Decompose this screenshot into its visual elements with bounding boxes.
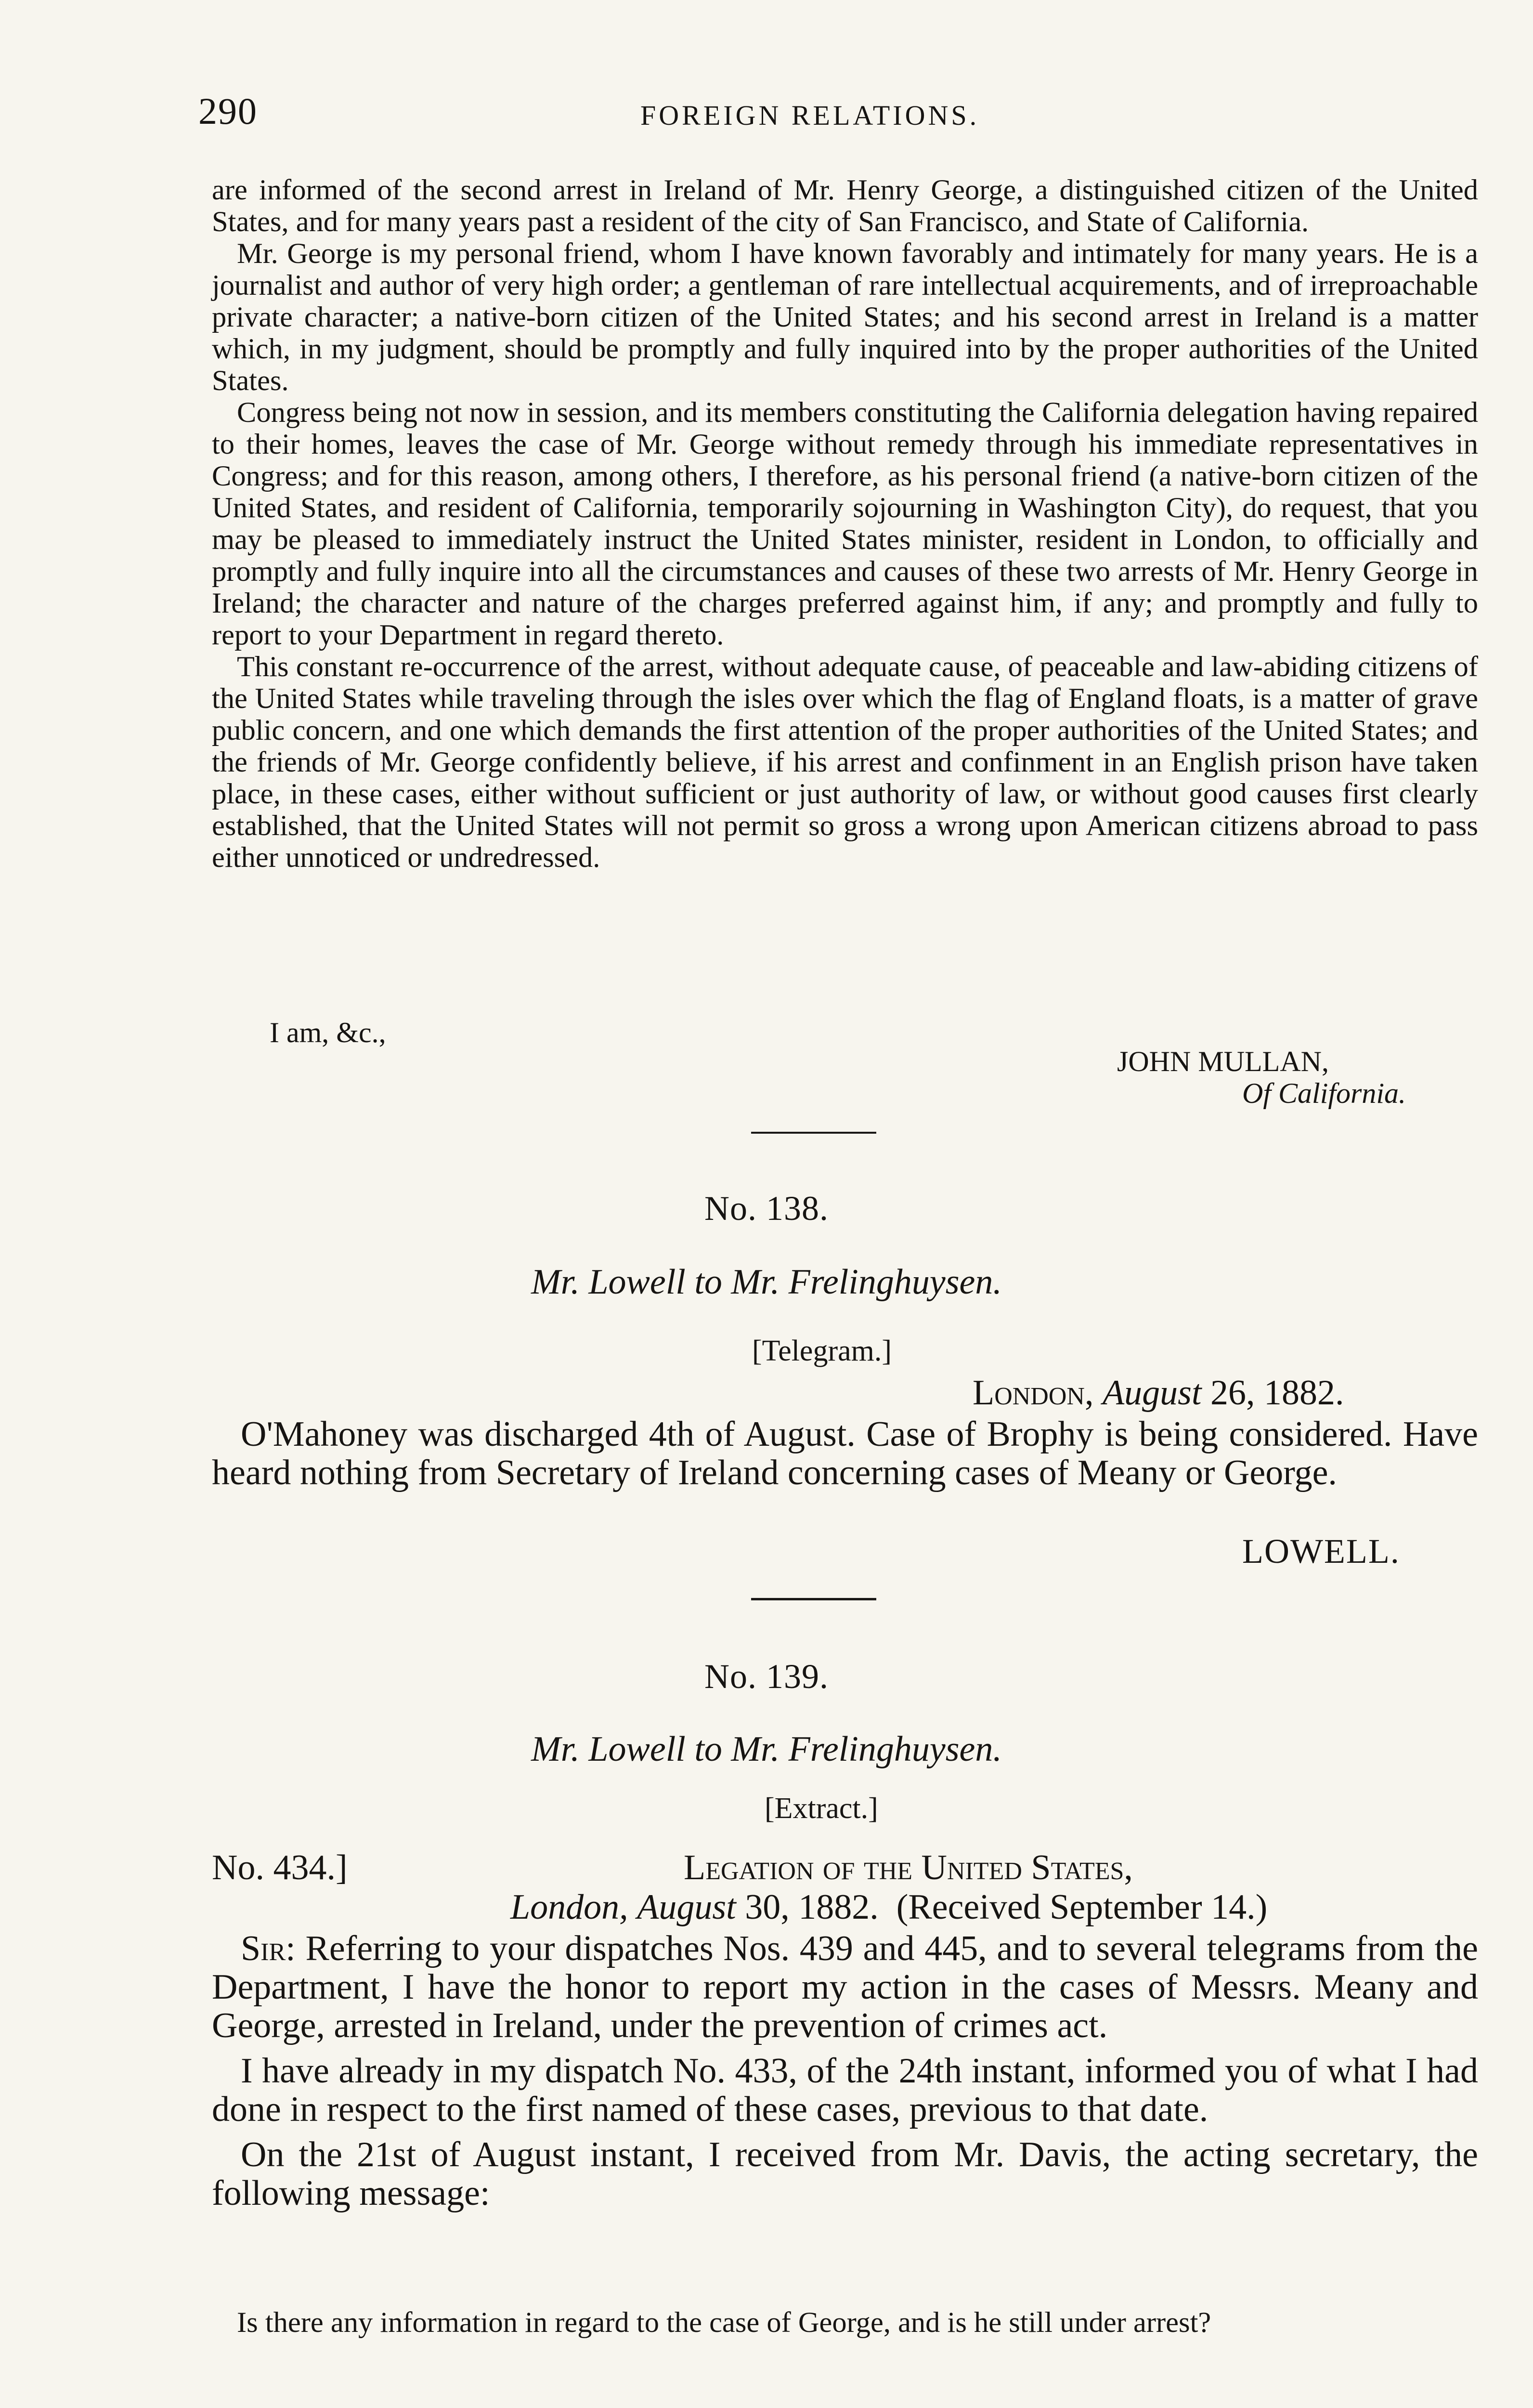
doc-139-kind: [Extract.] bbox=[765, 1792, 878, 1825]
dispatch-paragraph: Sir: Referring to your dispatches Nos. 439 and 445, and to several telegrams from the Department, I have the honor to report my action in the cases of Messrs. Meany and George, arrested in Ireland, under the prevention of crimes act. bbox=[212, 1929, 1478, 2045]
doc-139-subject: Mr. Lowell to Mr. Frelinghuysen. bbox=[531, 1729, 1002, 1769]
letter-closing: I am, &c., bbox=[270, 1017, 386, 1048]
doc-139-body bbox=[212, 1929, 1478, 2212]
salutation: Sir: bbox=[241, 1929, 296, 1968]
doc-138-subject: Mr. Lowell to Mr. Frelinghuysen. bbox=[531, 1262, 1002, 1302]
section-divider bbox=[751, 1132, 876, 1134]
dispatch-number: No. 434.] bbox=[212, 1848, 348, 1887]
doc-138-body bbox=[212, 1415, 1478, 1492]
telegram-text: O'Mahoney was discharged 4th of August. Case of Brophy is being considered. Have heard nothing from Secretary of Ireland concerning cases of Meany or George. bbox=[212, 1414, 1478, 1492]
quoted-message-text: Is there any information in regard to the case of George, and is he still under arrest? bbox=[237, 2306, 1211, 2339]
doc-139-number: No. 139. bbox=[704, 1657, 829, 1696]
letter-paragraph: are informed of the second arrest in Ireland of Mr. Henry George, a distinguished citizen of the United States, and for many years past a resident of the city of San Francisco, and State of California. bbox=[212, 174, 1478, 238]
letter-signature-place: Of California. bbox=[1242, 1077, 1406, 1109]
letter-paragraph: Congress being not now in session, and its members constituting the California delegation having repaired to their homes, leaves the case of Mr. George without remedy through his immediate representatives in Congress; and for this reason, among others, I therefore, as his personal friend (a native-born citizen of the United States, and resident of California, temporarily sojourning in Washington City), do request, that you may be pleased to immediately instruct the United States minister, resident in London, to officially and promptly and fully inquire into all the circumstances and causes of these two arrests of Mr. Henry George in Ireland; the character and nature of the charges preferred against him, if any; and promptly and fully to report to your Department in regard thereto. bbox=[212, 396, 1478, 651]
letter-signature: JOHN MULLAN, bbox=[1117, 1046, 1329, 1077]
doc-138-number: No. 138. bbox=[704, 1189, 829, 1228]
letter-paragraph: This constant re-occurrence of the arrest, without adequate cause, of peaceable and law-abiding citizens of the United States while traveling through the isles over which the flag of England floats, is a matter of grave public concern, and one which demands the first attention of the proper authorities of the United States; and the friends of Mr. George confidently believe, if his arrest and confinment in an English prison have taken place, in these cases, either without sufficient or just authority of law, or without good causes first clearly established, that the United States will not permit so gross a wrong upon American citizens abroad to pass either unnoticed or undredressed. bbox=[212, 651, 1478, 874]
running-title: FOREIGN RELATIONS. bbox=[640, 100, 980, 131]
legation-heading: Legation of the United States, bbox=[684, 1848, 1133, 1887]
dispatch-paragraph: I have already in my dispatch No. 433, of the 24th instant, informed you of what I had done in respect to the first named of these cases, previous to that date. bbox=[212, 2051, 1478, 2129]
doc-138-kind: [Telegram.] bbox=[752, 1335, 892, 1367]
dispatch-paragraph: On the 21st of August instant, I received from Mr. Davis, the acting secretary, the following message: bbox=[212, 2135, 1478, 2213]
section-divider bbox=[751, 1598, 876, 1600]
doc-138-signature: LOWELL. bbox=[1242, 1532, 1400, 1570]
doc-139-dateline: London, August 30, 1882. (Received September 14.) bbox=[510, 1887, 1268, 1927]
doc-138-dateline: London, August 26, 1882. bbox=[973, 1373, 1344, 1413]
letter-body bbox=[212, 174, 1478, 874]
quoted-message bbox=[212, 2307, 1478, 2339]
page-number: 290 bbox=[198, 90, 258, 132]
letter-paragraph: Mr. George is my personal friend, whom I have known favorably and intimately for many years. He is a journalist and author of very high order; a gentleman of rare intellectual acquirements, and of irreproachable private character; a native-born citizen of the United States; and his second arrest in Ireland is a matter which, in my judgment, should be promptly and fully inquired into by the proper authorities of the United States. bbox=[212, 237, 1478, 397]
